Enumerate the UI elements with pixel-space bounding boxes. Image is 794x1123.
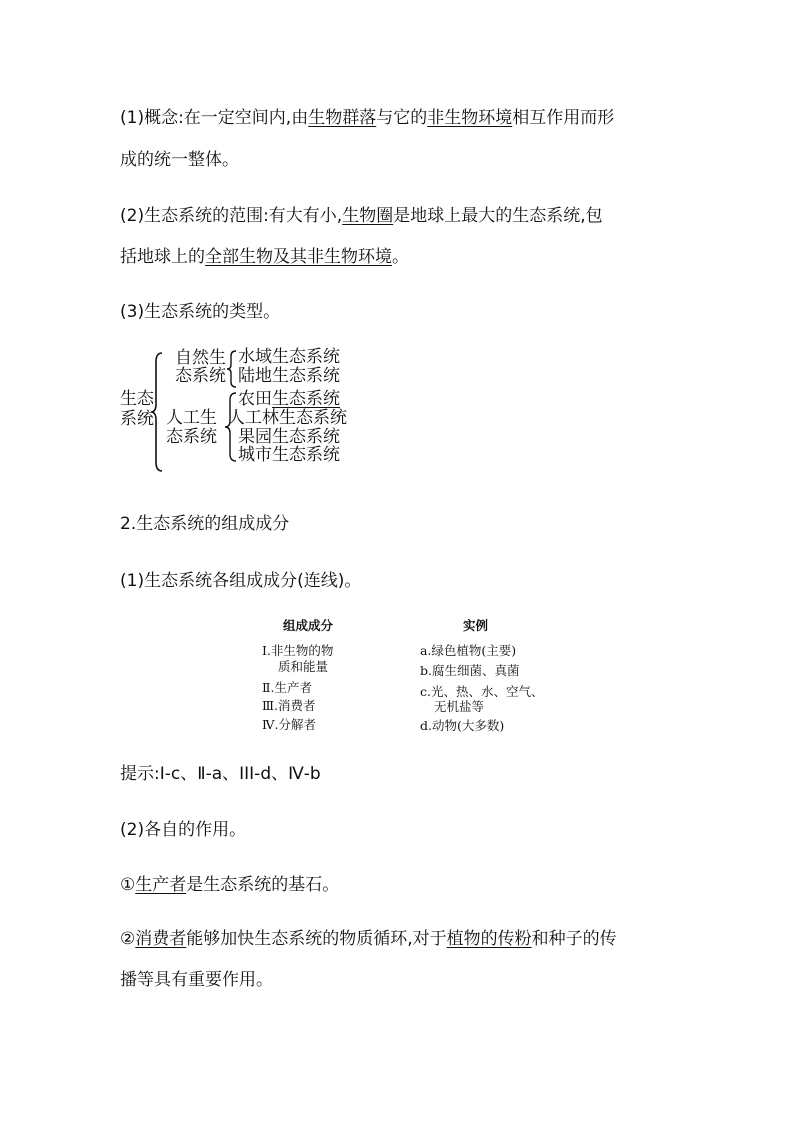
artificial-label-line-2: 态系统 [166,427,217,447]
answer-nonliving-environment: 非生物环境 [427,108,513,128]
text: ② [120,929,136,949]
text: 生态系统 [272,389,340,409]
text: 括地球上的 [120,247,205,267]
artificial-item-city: 城市生态系统 [238,445,340,465]
text: 农田 [238,389,272,409]
scope-line-1 [120,206,603,226]
concept-line-1 [120,108,614,128]
text: 相互作用而形 [512,108,615,128]
section-2-title: 2.生态系统的组成成分 [120,514,290,534]
text: 是生态系统的基石。 [186,875,340,895]
answer-biocommunity: 生物群落 [308,108,377,128]
component-1-line-1: Ⅰ.非生物的物 [262,643,334,658]
text: 与它的 [376,108,428,128]
natural-item-water: 水域生态系统 [238,347,340,367]
answer-hint: 提示:Ⅰ-c、Ⅱ-a、III-d、Ⅳ-b [120,764,321,784]
types-heading: (3)生态系统的类型。 [120,302,281,322]
table-header-examples: 实例 [463,618,489,633]
example-d: d.动物(大多数) [420,718,505,733]
answer-biosphere: 生物圈 [342,206,394,226]
artificial-item-farmland [238,390,340,409]
example-c-line-1: c.光、热、水、空气、 [420,684,544,699]
roles-heading: (2)各自的作用。 [120,820,247,840]
text: (1)概念:在一定空间内,由 [120,108,309,128]
text: ① [120,875,136,895]
text: 能够加快生态系统的物质循环,对于 [186,929,447,949]
text: 是地球上最大的生态系统,包 [393,206,603,226]
natural-label-line-2: 态系统 [175,366,226,386]
consumer-role-line-2: 播等具有重要作用。 [120,970,273,990]
text: 和种子的传 [531,929,617,949]
artificial-label-line-1: 人工生 [166,408,217,428]
root-brace-icon [150,352,164,472]
scope-line-2 [120,247,409,267]
natural-label-line-1: 自然生 [175,348,226,368]
text: 。 [392,247,409,267]
concept-line-2: 成的统一整体。 [120,150,239,170]
natural-item-land: 陆地生态系统 [238,366,340,386]
artificial-item-forest: 人工林生态系统 [228,408,347,428]
example-b: b.腐生细菌、真菌 [420,663,520,678]
component-3: Ⅲ.消费者 [262,698,316,713]
component-1-line-2: 质和能量 [278,659,329,674]
table-header-components: 组成成分 [283,618,334,633]
component-2: Ⅱ.生产者 [262,680,312,695]
tree-root-line-2: 系统 [120,409,154,429]
producer-role [120,875,339,895]
natural-brace-icon [226,350,238,388]
answer-all-organisms: 全部生物及其非生物环境 [205,247,392,267]
answer-consumer: 消费者 [135,929,187,949]
artificial-item-orchard: 果园生态系统 [238,427,340,447]
tree-root-line-1: 生态 [120,389,154,409]
component-4: Ⅳ.分解者 [262,717,316,732]
answer-producer: 生产者 [135,875,187,895]
consumer-role-line-1 [120,929,617,949]
answer-pollination: 植物的传粉 [446,929,532,949]
example-a: a.绿色植物(主要) [420,643,517,658]
components-heading: (1)生态系统各组成成分(连线)。 [120,571,362,591]
example-c-line-2: 无机盐等 [434,699,485,714]
text: (2)生态系统的范围:有大有小, [120,206,343,226]
